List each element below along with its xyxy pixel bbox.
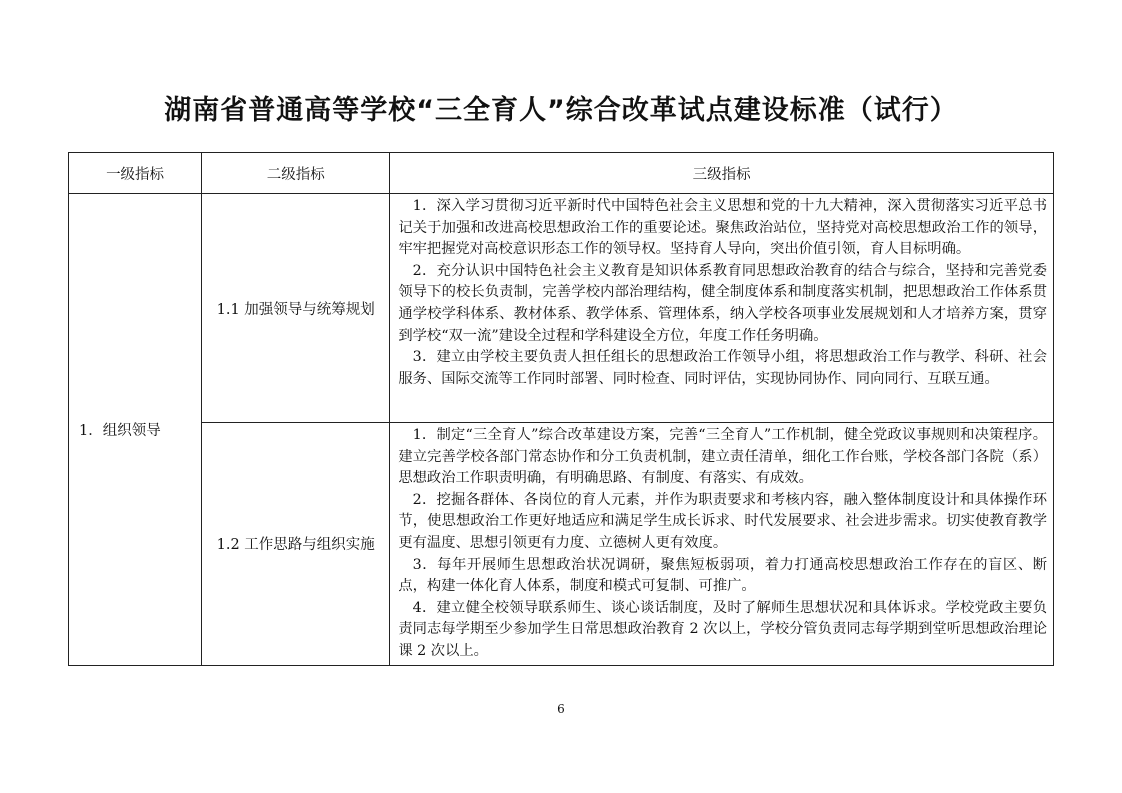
- header-level1: 一级指标: [69, 153, 202, 194]
- table-row: [69, 423, 1054, 666]
- page-number: 6: [557, 702, 565, 716]
- level2-cell-1-1: 1.1 加强领导与统筹规划: [202, 194, 390, 423]
- criterion-item: 1．制定“三全育人”综合改革建设方案，完善“三全育人”工作机制，健全党政议事规则和决策程序。建立完善学校各部门常态协作和分工负责机制，建立责任清单，细化工作台账，学校各部门各院（系）思想政治工作职责明确，有明确思路、有制度、有落实、有成效。: [398, 427, 1047, 487]
- header-level3: 三级指标: [390, 153, 1054, 194]
- criterion-item: 2．充分认识中国特色社会主义教育是知识体系教育同思想政治教育的结合与综合，坚持和完善党委领导下的校长负责制，完善学校内部治理结构，健全制度体系和制度落实机制，把思想政治工作体系贯通学校学科体系、教材体系、教学体系、管理体系，纳入学校各项事业发展规划和人才培养方案，贯穿到学校“双一流”建设全过程和学科建设全方位，年度工作任务明确。: [398, 262, 1047, 344]
- page-title: 湖南省普通高等学校“三全育人”综合改革试点建设标准（试行）: [164, 95, 958, 126]
- table-row: [69, 194, 1054, 423]
- level3-cell-1-2: [390, 423, 1054, 666]
- criterion-item: 2．挖掘各群体、各岗位的育人元素，并作为职责要求和考核内容，融入整体制度设计和具体操作环节，使思想政治工作更好地适应和满足学生成长诉求、时代发展要求、社会进步需求。切实使教育教学更有温度、思想引领更有力度、立德树人更有效度。: [398, 491, 1047, 551]
- criterion-item: 3．建立由学校主要负责人担任组长的思想政治工作领导小组，将思想政治工作与教学、科研、社会服务、国际交流等工作同时部署、同时检查、同时评估，实现协同协作、同向同行、互联互通。: [398, 349, 1047, 387]
- level1-cell: 1．组织领导: [69, 194, 202, 666]
- table-header-row: [69, 153, 1054, 194]
- criterion-item: 3．每年开展师生思想政治状况调研，聚焦短板弱项，着力打通高校思想政治工作存在的盲区、断点，构建一体化育人体系，制度和模式可复制、可推广。: [398, 556, 1047, 595]
- level3-cell-1-1: [390, 194, 1054, 423]
- criterion-item: 4．建立健全校领导联系师生、谈心谈话制度，及时了解师生思想状况和具体诉求。学校党政主要负责同志每学期至少参加学生日常思想政治教育 2 次以上，学校分管负责同志每学期到堂听思想政治理论课 2 次以上。: [398, 599, 1047, 659]
- level2-cell-1-2: 1.2 工作思路与组织实施: [202, 423, 390, 666]
- criterion-item: 1．深入学习贯彻习近平新时代中国特色社会主义思想和党的十九大精神，深入贯彻落实习近平总书记关于加强和改进高校思想政治工作的重要论述。聚焦政治站位，坚持党对高校思想政治工作的领导，牢牢把握党对高校意识形态工作的领导权。坚持育人导向，突出价值引领，育人目标明确。: [398, 198, 1047, 258]
- header-level2: 二级指标: [202, 153, 390, 194]
- standards-table: [68, 152, 1054, 666]
